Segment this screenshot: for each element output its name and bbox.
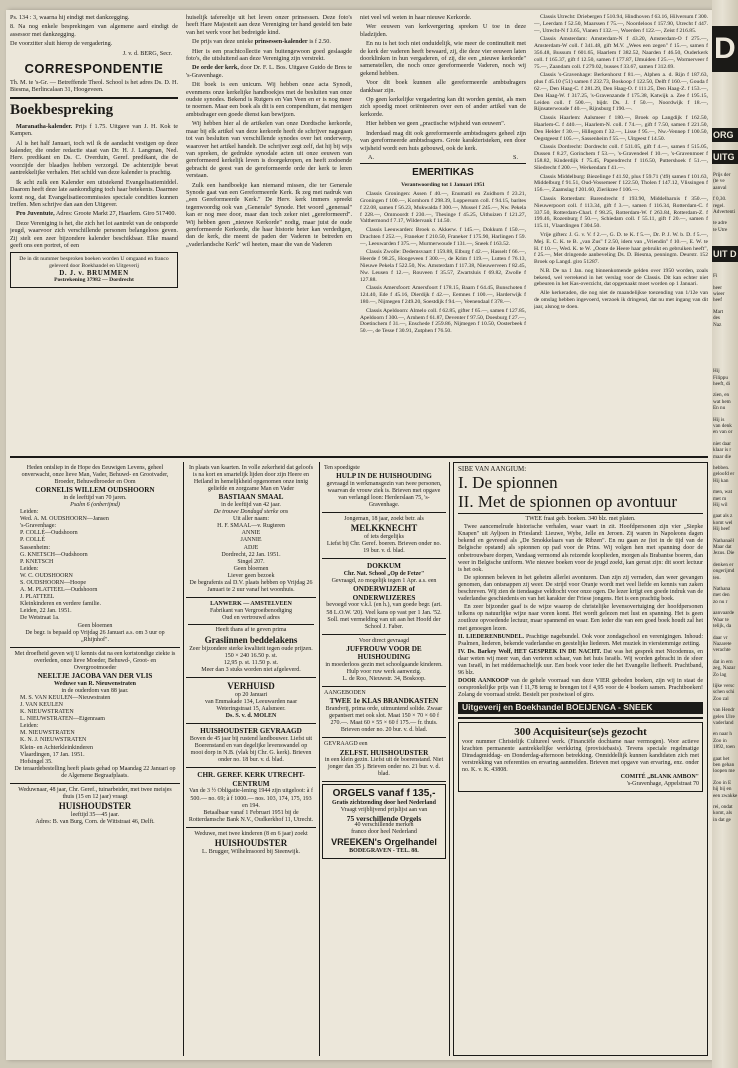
emeritikas-entry: Classis Leeuwarden: Broek o. Akkerw. f 145.—, Dokkum f 150.—, Drachten f 252.—, Franeker f 210.50, Franeker f 175.90, Harlingen f 59.—, Leeuwarden f 375.—, Murmerwoude f 131.—, Sneek f 163.52. [360,227,526,247]
prinsessen-price-pre: De prijs van deze unieke [192,38,254,46]
edge-word-fragment: geloofd er [713,471,735,478]
ad-address: 's-Gravenhage, Appelstraat 70 [626,781,699,788]
ad-heading: HUISHOUDSTER GEVRAAGD [200,727,302,736]
column-rule [183,462,184,1056]
ad-heading: ORGELS vanaf f 135,- [332,788,436,800]
ad-text: in een klein gezin. Liefst uit de boerenstand. Niet jonger dan 35 j. Brieven onder no. 21 bur. v. d. blad. [324,757,444,778]
edge-word-fragment: van denk [713,422,732,429]
deceased-widow-of: Weduwe van R. Nieuwenstraten [54,680,136,687]
graslinnen-ad [186,598,316,678]
edge-word-fragment: lijke versc [713,682,735,689]
juventute-title: Pro Juventute, [16,210,55,218]
book-paragraph: En zeer bijzonder gaaf is de wijze waarop de christelijke levensovertuiging der hoofdpersonen telkens op natuurlijke wijze naar voren komt. Het wordt gelezen met lust en spanning. Het is geen zoutloze opvoedende lectuur, maar spannend en waar. Een ieder die van een goed boek houdt zal het met genoegen lezen. [458,604,703,632]
edge-word-fragment: Zoo in [713,737,727,744]
verhuisd-ad [186,678,316,724]
ad-heading: Graslinnen beddelakens [204,634,298,645]
ad-text: bevoegd voor v.k.l. (en h.), van goede begr. (art. 58 L.O.W. '20). Veel kans op vast per 1 Jan. '52. Soll. met vermelding van uit aan het Hoofd der School J. Faber. [326,602,442,630]
ad-heading: HUISHOUDSTER [214,838,288,849]
section-divider [10,456,708,458]
edge-word-fragment: denken er [713,561,734,568]
top-line-3: De voorzitter sluit hierop de vergadering. [10,40,113,48]
review-paragraph: Hier hebben we geen „practische wijsheid van eeuwen". [366,120,506,128]
family-line: A. M. PLATTEEL—Oudshoorn [20,587,98,594]
edge-word-fragment: Nathanaël [713,537,735,544]
ad-text: 40 verschillende merken [354,821,414,828]
notice-text: Met droefheid geven wij U kennis dat na een kortstondige ziekte is overleden, onze lieve Moeder, Behuwd-, Groot- en Overgrootmoeder [14,650,176,672]
orgels-ad [322,784,446,859]
book-item-lead: DOOR AANKOOP [458,678,509,685]
signature-s: S. [513,153,518,161]
edge-word-fragment: ben gehan [713,762,735,768]
ads-column-c [322,462,446,1056]
family-line: P. COLLÉ [20,537,46,544]
family-line: ANNIE [241,530,261,537]
notice-text: In plaats van kaarten. In volle zekerheid dat geloofs is na kort en smartelijk lijden door zijn Heere en Heiland in hemelijkheid opgenomen onze innig geliefde en zorgzame Man en Vader [188,465,314,493]
onderwijzer-ad [322,559,446,634]
book-paragraph: Dat was het gesprek met Nicodemus, en daar weten wij meer van, dan verteren schaar, van het huis Israëls. Wij worden gebracht in de sfeer van Israël, in het middernachtelijk uur. Een boek voor ieder die het Evangelie liefheeft. Prachtband, 96 blz. [458,648,703,677]
edge-word-fragment: zeg, Nazar [713,665,736,672]
edge-word-fragment: Hij wil [713,502,728,508]
edge-word-fragment: met m [713,495,727,502]
boekbespreking-heading: Boekbespreking [10,101,114,118]
notice-date: Leiden, 22 Jan. 1951. [20,608,72,615]
ad-brand: LANWERK — AMSTELVEEN [210,601,292,608]
ad-heading: HULP IN DE HUISHOUDING [336,472,432,481]
notice-funeral: De teraardebestelling heeft plaats gehad op Maandag 22 Januari op de Algemene Begraafplaats. [14,765,176,779]
column-2 [186,14,352,452]
edge-word-fragment: Hij heef [713,526,730,533]
edge-word-fragment: Maar dat [713,544,732,551]
edge-word-fragment: Hij kan [713,477,729,484]
spionnen-book-ad [453,462,708,1056]
family-line: H. F. SMAAL—v. Rugteren [217,523,285,530]
ad-name: Ds. S. v. d. MOLEN [225,713,277,720]
edge-word-fragment: heef [713,297,722,304]
edge-word-fragment: gaat het [713,755,730,762]
edge-word-fragment: daar vr [713,634,728,641]
edge-word-fragment: men, wat [713,489,733,496]
book-lead: TWEE fraai geb. boeken. 340 blz. met platen. [525,516,636,523]
family-line: S. OUDSHOORN—Hoope [20,580,87,586]
signature-a: A. [368,153,375,161]
emeritikas-subheading: Verantwoording tot 1 Januari 1951 [401,182,485,189]
book-paragraph: van de gehele voorraad van deze VIER geboden boeken, zijn wij in staat de oorspronkelijke prijs van f 11,78 terug te brengen tot f 4,95 voor de 4 boeken samen. Prachtboeken! Zolang de voorraad strekt. Bestelt per postwissel of giro. [458,678,703,699]
ad-text: Boven de 45 jaar bij rustend landbouwer. Liefst uit Boerenstand en van degelijke levenswandel op mooi dorp in N.B. (vlak bij Chr. G. kerk). Brieven onder no. 18 bur. v. d. blad. [189,735,313,764]
edge-text-fragments [713,172,738,1062]
emeritikas-note: Alle kerkeraden, die nog niet de maandelijkse toezending van 1/12e van de omslag hebben ingevoerd, verzoek ik dringend, dat nu met ingang van dit jaar, alsnog te doen. [534,290,708,310]
acquisiteurs-ad [458,722,703,793]
review-paragraph: Hier is een prachtcollectie van buitengewoon goed geslaagde foto's, die uitsluitend aan deze Vereniging zijn verstrekt. [186,47,352,63]
emeritikas-entry: Classis Amsterdam: Amsterdam-N f 43.20, Amsterdam-O f 275.—, Amsterdam-W coll. f 341.48, gift M.V. „Wees een zegen" f 15.—, samen f 356.48, Bussum f 601.65, Haarlem f 382.52, Naarden f 46.50, Ouderkerk coll. f 165.37, gift f 12.50, samen f 177.87, IJmuiden f 25.—, Wormerveer f 75.—, Zaandam coll. f 279.02, busses f 33.67, samen f 312.69. [534,36,708,70]
edge-word-fragment: Filippu [713,374,728,381]
edge-word-fragment: hij bij en [713,786,732,793]
book-description [458,516,703,699]
review-paragraph: Zulk een handboekje kan niemand missen, die ter Generale Synode gaat van een Gereformeerde Kerk. Ik zeg met nadruk van „een Gereformeerde Kerk." De Herv. kerk immers spreekt tegenwoordig ook van „Generale" Synode. Het woord „generaal" kan er nog mee door, maar dan toch zeker niet „gereformeerd". Wij hebben geen „nieuwe Kerkorde" nodig, maar juist de oude gereformeerde Kerkorde, die haar historie heter kan verdedigen, dan de kerk, die meent de paden der Vaderen te betreden en „vaderlandsche Kerk" wil heeten, maar die van de Vaderen [186,181,352,248]
ad-address: BODEGRAVEN - TEL. 88. [349,847,419,854]
ad-text: Vraagt vrijblijvend prijslijst aan van [340,807,428,814]
emeritikas-entry: Classis Haarlem: Aalsmeer f 180.—, Broek op Langdijk f 162.50, Haarlem-C. f 440.—, Haarlem-N. coll. f 74.—, gift f 7.50, samen f 221.50, Den Helder f 30.—, Hillegom f 32.—, Lisse f 95.—, Nw.-Vennep f 100.50, Oegstgeest f 105.—, Sassenheim f 55.—, Uitgeest f 14.50. [534,115,708,142]
edge-word-fragment: Jezus. Die [713,550,735,557]
review-paragraph: Op geen kerkelijke vergadering kan dit worden gemist, als men zich spoedig moet oriënteeren over een of ander artikel van de kerkorde. [360,96,526,118]
column-1 [10,14,178,452]
edge-word-fragment: Fi [713,273,718,280]
edge-word-fragment: verachte [713,647,731,654]
ad-text: Liefst bij Chr. Geref. boeren. Brieven onder no. 19 bur. v. d. blad. [326,541,442,555]
family-list [12,695,178,766]
edge-word-fragment: gaat als z [713,513,733,520]
edge-word-fragment: Prijs der [713,172,731,178]
review-paragraph: En nu is het toch niet onduidelijk, wie meer de continuïteit met de kerk der vaderen heeft bewaard, zij, die deze vier eeuwen laten doorklinken in hun vergaderen, of zij, die een „nieuwe kerkorde" samenstellen, die noch onze gereformeerde Vaderen, noch wij gekend hebben. [360,40,526,77]
bookseller-box [10,252,178,287]
zelfst-huishoudster-ad [322,738,446,782]
top-line-1: Ps. 134 : 3, waarna hij eindigt met dankzegging. [10,14,130,21]
emeritikas-heading: EMERITIKAS [412,167,474,179]
family-line: M. NIEUWSTRATEN [20,730,75,737]
notice-address: Hofsingel 35. [20,758,53,765]
ad-heading: ZELFST. HUISHOUDSTER [339,748,429,757]
publisher-banner: Uitgeverij en Boekhandel BOEIJENGA - SNEEK [458,702,703,713]
family-line: Wed. A. M. OUDSHOORN—Jansen [20,516,109,523]
ad-address: L. de Roo, Nieuwstr. 34, Boskoop. [342,676,426,683]
price-row: 12,95 p. st. 11.50 p. st. [223,659,279,666]
ad-pre: Jongeman, 18 jaar, zoekt betr. als [344,516,424,523]
deceased-name: CORNELIS WILLEM OUDSHOORN [35,486,155,495]
deceased-age: in de ouderdom van 88 jaar. [61,687,129,694]
edge-masthead-letter: D [712,26,738,72]
edge-word-fragment: (te ve [713,178,725,185]
family-line: Leiden: [20,509,39,516]
ad-heading: JUFFROUW VOOR DE HUISHOUDING [346,644,422,662]
deceased-name: BASTIAAN SMAAL [218,493,284,502]
book-item-lead: IV. Ds. Barkey Wolf, HET GESPREK IN DE NACHT. [458,648,602,655]
edge-word-fragment: f 0,30. [713,196,727,203]
ad-place: DOKKUM [367,562,401,571]
book-title-1: I. De spionnen [458,473,558,493]
edge-word-fragment: komt wel [713,519,733,526]
ad-brand: VREEKEN's Orgelhandel [331,836,437,847]
edge-word-fragment: zo nu r [713,598,728,605]
emeritikas-entry: Classis Utrecht: Driebergen f 510.94, Hindhoven f 63.16, Hilversum f 300.—, Leerdam f 52.50, Maarssen f 75.—, Noordeloos f 157.90, Utrecht f 447.—, Utrecht-N f 3.65, Vianen f 132.—, Woerden f 122.—, Zeist f 216.85. [534,14,708,34]
housekeeper-sought-ad [186,828,316,859]
edge-word-fragment: wat hem [713,398,731,405]
housekeeper-wanted-ad [10,784,180,829]
edge-word-fragment: heeft, di [713,380,730,387]
edge-word-fragment: telijk, da [713,623,732,630]
family-line: P. KNETSCH [20,558,54,565]
edge-word-fragment: dat in ern [713,658,733,665]
orde-der-kerk-text: door Dr. F. L. Bos. Uitgave Guido de Bres te 's-Gravenhage. [186,64,352,79]
edge-word-fragment: van Hendr [713,707,735,714]
ad-pre: Voor direct gevraagd [358,637,410,644]
edge-masthead-fragment: ORG [712,128,738,142]
bookseller-address: Postrekening 37982 — Dordrecht [54,276,134,283]
column-4 [534,14,708,452]
ad-subtitle: 75 verschillende Orgels [346,813,422,823]
book-paragraph: De spionnen beleven in het geheim allerlei avonturen. Dan zijn zij verraden, dan weer gevangen genomen, dan ontsnappen zij weer. De strijd voor Oranje wordt met veel liefde en kennis van zaken beschreven. Wij zien de tiendaagse veldtocht voor onze ogen. De lezer krijgt een goede indruk van de vaderlandse geschiedenis en van het karakter der Friese jongens. Het is een prachtig boek. [458,574,703,603]
housekeeper-wanted-ad [186,724,316,768]
emeritikas-entry: Vrije giften: J. G. v. V. f 2.—, G. D. te K. f 5.—, Dr. P. J. W. b. D. f 5.—, Mej. E. C. K. te B. „van Zus" f 2.50, idem van „Vriendin" f 10.—, E. W. te H. f 10.—, Wed. K. te W. „Ooste de Heere haar gebruikt en gebruiken heeft", f 25.—, Met dringende aanbeveling Ds. D. Biesma, penningm. Deurstr. 152 Broek op Langd. giro 51287. [534,231,708,266]
ad-text: Zeer bijzondere sterke kwaliteit tegen oude prijzen. [189,645,313,652]
family-line: L. NIEUWSTRATEN—Eigenraam [20,716,105,723]
family-line: J. VAN KEULEN [20,702,63,708]
orde-der-kerk-title: De orde der kerk, [192,64,239,72]
family-line: K. N. J. NIEUWSTRATEN [20,737,87,744]
ad-address: Adres: B. van Burg, Corn. de Wittstraat 46, Delft. [35,819,155,826]
ad-pre: Ten spoedigste [324,465,360,471]
divider [10,97,178,99]
prinsessen-kalender-title: prinsessen-kalender [254,38,308,46]
notice-text: Heden ontsliep in de Hope des Eeuwigen Levens, geheel onverwacht, onze lieve Man, Vader, Behuwd- en Grootvader, Broeder, Behuwdbroeder en Oom [21,465,169,486]
review-paragraph: huiselijk tafereeltje uit het leven onzer prinsessen. Deze foto's heeft Hare Majesteit aan deze Vereniging ter hand gesteld ten bate van het werk voor het bedreigde kind. [186,14,352,36]
prinsessen-price: is f 2.50. [309,38,331,46]
edge-word-fragment: Waar te [713,616,729,623]
review-paragraph: niet veel wil weten in haar nieuwe Kerkorde. [360,14,472,21]
ad-text: Van de 3 ½ Obligatie-lening 1944 zijn uitgeloot: à f 500.— no. 69; à f 1000.— nos. 103, 174, 175, 193 en 194. [189,788,313,809]
notice-psalm: Psalm 6 (onberijmd) [70,501,120,508]
notice-date: Dordrecht, 22 Jan. 1951. [221,551,281,558]
edge-word-fragment: te adre [713,220,727,227]
edge-word-fragment: rei, ondat [713,804,733,811]
review-paragraph: Deze Vereniging is het, die zich het lot aantrekt van de ontsporde jeugd, waarvoor zich verschillende personen belangeloos geven. Zij stelt een zeer bijzondere kalender beschikbaar. Elke maand geeft ons een portret, of een [10,219,178,249]
ad-heading: HUISHOUDSTER [58,801,132,812]
emeritikas-entry: Classis Dordrecht: Dordrecht coll. f 511.05, gift f 4.—, samen f 515.05, Dussen f 8.27, Gorinchem f 53.—, 's-Gravendeel f 10.—, 's-Gravenmoer f 158.82, Kinderdijk f 75.45, Papendrecht f 116.50, Puttershoek f 51.—, Sliedrecht f 200.—, Werkendam f 41.—. [534,144,708,171]
family-line: M. S. VAN KEULEN—Nieuwstraten [20,694,111,701]
notice-no-visit: Liever geen bezoek [227,572,275,579]
book-title-2: II. Met de spionnen op avontuur [458,492,678,512]
correspondentie-heading: CORRESPONDENTIE [24,61,164,77]
edge-word-fragment: maar die [713,453,732,460]
review-paragraph: Wer eeuwen van kerkvergering spreken U toe in deze bladzijden. [360,23,526,38]
ad-name: COMITÉ „BLANK AMBON" [620,774,699,780]
edge-word-fragment: ongerijmd [713,568,735,575]
divider [458,513,703,514]
ad-heading: CHR. GEREF. KERK UTRECHT-CENTRUM [197,771,305,788]
ad-text: Weduwnaar, 48 jaar, Chr. Geref., tuinarbeider, met twee meisjes thuis (15 en 12 jaar) vraagt [18,787,172,801]
divider [360,163,526,164]
edge-word-fragment: des [713,315,720,322]
column-rule [449,462,450,1056]
ads-column-b [186,462,316,1056]
newspaper-page [6,10,712,1060]
family-line: K. NIEUWSTRATEN [20,709,74,716]
family-line: J. PLATTEEL [20,594,55,601]
emeritikas-entry: Classis 's-Gravenhage: Berkenhorst f 81.—, Alphen a. d. Rijn f 187.63, plus f 45.10 ('51) samen f 232.73, Boskoop f 122.50, Delft f 160.—, Gouda f 62.—, Den Haag-C. f 281.29, Den Haag-O. f 111.25, Den Haag-Z. f 153.—, Den Haag-W. f 317.25, 's-Gravenzande f 175.38, Katwijk a. Zee f 195.15, Leiden coll. f 500.—, bijdr. Ds. J. f 50.—, Noordwijk f 18.—, Rijnsaterwoude f 40.—, Rijnsburg f 190.—. [534,72,708,113]
ad-subtitle: Fabrikant van Vergroeibenodiging [209,608,293,615]
edge-word-fragment: Mart [713,308,724,315]
juffrouw-ad [322,635,446,688]
notice-address: De Wetstraat 1a. [20,615,60,622]
ads-column-a [10,462,180,1056]
edge-word-fragment: Zoo in E [713,779,732,786]
emeritikas-entry: Classis Middelburg: Biezelinge f 41.92, plus f 59.71 ('49) samen f 101.63, Middelburg f 91.51, Oud-Vossemeer f 122.50, Tholen f 147.12, Vlissingen f 156.—, Zaamslag f 201.60, Zierikzee f 106.—. [534,173,708,194]
edge-word-fragment: aanvaarde [713,610,735,617]
ad-note: Meer dan 3 stuks worden niet afgeleverd. [201,666,301,673]
edge-word-fragment: En nu [713,405,726,412]
chr-geref-kerk-ad [186,768,316,828]
edge-word-fragment: aanval [713,184,727,191]
notice-no-flowers: Geen bloemen [77,622,113,629]
ad-text: gevraagd in werkmansgezin van twee personen, waarvan de vrouw ziek is. Brieven met opgave van verlangd loon: Herderslaan 75, 's-Gravenhage. [326,480,442,508]
review-signatures [360,154,526,161]
edge-word-fragment: hebben. [713,464,730,471]
edge-word-fragment: Nazarete [713,640,732,647]
column-3 [360,14,526,452]
bookseller-name: D. J. v. BRUMMEN [59,268,129,277]
ad-school: Chr. Nat. School „Op de Fetze" [343,571,425,578]
edge-word-fragment: Hij is [713,416,725,423]
price-row: 150 × 240 16.50 p. st. [224,652,278,659]
family-line: G. KNETSCH—Oudshoorn [20,551,88,558]
edge-masthead-fragment: UIT D [712,246,738,262]
brandkasten-ad [322,687,446,738]
ad-pre: AANGEBODEN [324,690,366,697]
emeritikas-entry: Classis Rotterdam: Barendrecht f 193.90, Middelharnis f 350.—, Nieuwerpoort coll. f 113.34, gift f 3.—, samen f 116.34, Rotterdam-C. f 337.50, Rotterdam-Charl. f 98.25, Rotterdam-W. f 263.84, Rotterdam-Z. f 199.46, Rozenburg f 50.—, Schiedam coll. f 55.11, gift f 20.—, samen f 115.11, Vlaardingen f 304.50. [534,195,708,230]
ad-text: van Emmakade 134, Leeuwarden naar Weteringstraat 15, Aalsmeer. [204,699,298,713]
ad-text: franco door heel Nederland [351,828,417,835]
edge-word-fragment: in dat ge [713,816,731,823]
divider [188,624,314,625]
notice-quote: De trouwe Dondagd sterke ons [213,509,289,516]
edge-word-fragment: en van or [713,429,733,436]
review-paragraph: Dit boek is een unicum. Wij hebben onze acta Synodi, evenmens onze kerkelijke handboekjes met de besluiten van onze oudste synodes. Bekend is Rutgers en Van Veen en er is nog meer te noemen. Maar een boek als dit is een compendium, dat menigen ambtsdrager een goede dienst kan bewijzen. [186,81,352,118]
ad-heading: 300 Acquisiteur(se)s gezocht [514,725,647,738]
edge-word-fragment: 1892, toen [713,744,735,751]
deceased-name: NEELTJE JACOBA VAN DER VLIS [37,672,153,681]
edge-word-fragment: wieer [713,291,725,298]
notice-funeral: De begrafenis zal D.V. plaats hebben op Vrijdag 26 Januari te 2 uur vanaf het woonhuis. [189,580,313,594]
notice-date: Vlaardingen, 17 Jan. 1951. [20,751,85,758]
ad-text: Betaalbaar vanaf 1 Februari 1951 bij de Rotterdamsche Bank N.V., Oudkerkhof 11, Utrecht. [188,809,314,823]
ad-heading: VERHUISD [227,680,275,691]
correspondentie-text: Th. M. te 's-Gr. — Betreffende Theol. School is het adres Ds. D. H. Biesma, Berlincalaan 31, Hoogeveen. [10,79,178,94]
review-paragraph: Wij hebben hier al de artikelen van onze Dordtsche kerkorde, maar bij elk artikel van deze kerkorde heeft de schrijver nagegaan tot van besluiten van verschillende synodes over het onderwerp, waarover het artikel handelt. De schrijver zegt zelf, dat hij bij wijs van spreken, de gedrukte synodale acten uit onze eeuwen van gereformeerd kerkelijk leven is doorgekropen, en heeft zodoende gebracht de geest van de gereformeerde orde der kerk te leren verstaan. [186,120,352,180]
family-line: Sassenheim: [20,544,50,551]
ad-text: in moederloos gezin met schoolgaande kinderen. Hulp voor ruw werk aanwezig. [325,662,443,676]
edge-word-fragment: komt, als [713,810,733,817]
edge-word-fragment: te Utre [713,226,728,233]
ad-pre: GEVRAAGD een [324,741,368,748]
edge-word-fragment: schen schi [713,689,735,696]
edge-word-fragment: loopen me [713,768,735,775]
juventute-text: Adres: Groote Markt 27, Haarlem. Giro 517400. [55,210,177,218]
review-paragraph: Voor dit boek kunnen alle gereformeerde ambtsdragers dankbaar zijn. [360,79,526,94]
ad-heading: TWEE 1e KLAS BRANDKASTEN [329,697,439,706]
notice-no-flowers: Geen bloemen [233,565,269,572]
ad-text: Heeft thans af te geven prima [215,627,287,634]
edge-word-fragment: Nathana [713,586,731,593]
family-line: P. COLLÉ—Oudshoorn [20,530,78,537]
hulp-huishouding-ad [322,462,446,513]
divider [458,717,703,719]
ad-heading: MELKKNECHT [350,523,418,534]
family-line: Kleinkinderen en verdere familie. [20,601,101,608]
ad-subtitle: of iets dergelijks [364,534,404,541]
edge-word-fragment: ten. [713,574,721,581]
family-line: ADJE [243,544,259,551]
emeritikas-entry: Classis Zwolle: Dedemsvaart f 159.88, Elburg f 42.—, Hasselt f 66.—, Heerde f 98.25, Hoogeveen f 300.—, de Krim f 119.—, Lutten f 76.13, Nieuwe Pekela f 522.50, Nw. Amsterdam f 117.38, Nieuwerveen f 82.45, Nw. Leusen f 12.—, Rouveen f 35.57, Zwartsluis f 69.82, Zwolle f 127.88. [360,249,526,283]
emeritikas-entry: Classis Groningen: Assen f 40.—, Enumatil en Zuidhorn f 23.21, Groningen f 100.—, Kornhorn f 298.39, Loppersum coll. f 94.15, barites f 22.08, samen f 56.23, Mukwalda f 300.—, Mussel f 245.—, Nw. Pekela f 228.—, Ommoordt f 230.—, Thesinge f 45.25, Uithuizen f 121.27, Valthermond f 7.17, Wildervank f 14.50. [360,191,526,225]
edge-word-fragment: en naar h [713,731,733,738]
ad-address: L. Brugger, Wilhelmsoord bij Steenwijk. [202,849,300,856]
top-line-2: 8. Na nog enkele besprekingen van algemene aard eindigt de assessor met dankzegging. [10,23,178,38]
edge-word-fragment: vaderland [713,719,734,726]
column-rule [319,462,320,1056]
book-item-lead: II. LIEDERENBUNDEL. [458,633,524,640]
ad-text: Weduwe, met twee kinderen (8 en 6 jaar) zoekt [194,830,308,837]
book-paragraph: Prachtige nagebundel. Ook voor zondagschool en verenigingen. Inhoud: Psalmen, liederen, bekende vaderlandse en geestelijke liederen. Met muziek in vierstemmige zetting. [458,633,703,647]
edge-masthead-fragment: UITG [712,150,738,164]
secretary-signature: J. v. d. BERG, Secr. [122,49,172,57]
notice-funeral: De begr. is bepaald op Vrijdag 26 Januari a.s. om 3 uur op „Rhijnhof". [25,629,165,643]
emeritikas-entry: Classis Amersfoort: Amersfoort f 178.15, Baarn f 64.45, Bunschoten f 124.40, Ede f 45.16, Dierdijk f 42.—, Eemnes f 100.—, Harderwijk f 180.—, Nijmegen f 249.20, Soestdijk f 94.—, Veenendaal f 378.—. [360,285,526,306]
melkknecht-ad [322,513,446,559]
edge-word-fragment: Hij [713,368,720,375]
family-line: Leiden: [20,565,39,572]
family-line: W. C. OUDSHOORN [20,572,73,579]
review-paragraph: Ik acht zulk een Kalender een uitstekend Evangelisatiemiddel. Daarom heeft deze late aankondiging toch haar betekenis. Daarmee komt nog, dat Evangelisatiecommissies speciale condities kunnen treffen. Men schrijve dan aan den Uitgever. [10,178,178,208]
edge-word-fragment: Naz [713,321,722,328]
ad-text: voor nummer Christelijk Cultureel werk. (Financiële dochtame naar vermogen). Voor actieve krachten permanente aantrekkelijke werkkring (provisiebasis). Tevens speciale regelmatige Dinsdagmiddag- en Donderdag-afternoon betrekking. Onmiddellijk kunnen kandidaten zich met verstrekking van referenties en ervaring aanmelden. Brieven met opgave van ervaring, enz. onder no. K. v. K. 43808. [462,738,699,773]
edge-word-fragment: met den [713,592,730,599]
death-notice-smaal [186,462,316,598]
notice-address: Singel 207. [237,558,265,565]
adjacent-page-edge [712,0,738,1068]
ad-text: Brandvrij, prima orde, uitmuntend solide. Zwaar gepantsert met ook slot. Maat 150 × 70 × 60 f 270.—. Maat 60 × 55 × 60 f 175.— fr. thuis. Brieven onder no. 20 bur. v. d. blad. [325,706,443,734]
emeritikas-entry: Classis Apeldoorn: Almelo coll. f 62.85, gifter f 65.—, samen f 127.85, Apeldoorn f 300.—, Arnhem f 61.87, Deventer f 97.50, Doesburg f 27.—, Doetinchem f 31.—, Enschede f 259.86, Nijmegen f 10.50, Oosterbeek f 50.—, de Tesse f 30.91, Zutphen f 76.50. [360,307,526,335]
death-notice-oudshoorn [10,462,180,648]
ad-subtitle: Gratis zichtzending door heel Nederland [332,800,436,807]
edge-word-fragment: gelen Ulre [713,713,735,720]
deceased-age: in de leeftijd van 42 jaar. [221,501,281,508]
author-label: SIBE VAN AANGIUM: [458,465,527,473]
family-line: Uit aller naam: [233,516,269,523]
edge-word-fragment: regel. [713,202,725,209]
ad-date: op 20 Januari [234,691,268,698]
ad-age: leeftijd 35—45 jaar. [70,812,120,819]
emeritikas-note: N.B. De na 1 Jan. nog binnenkomende gelden over 1950 worden, zoals bekend, wel verrekend in het verslag voor de Classis. Dit kan echter niet gebeuren in het Kas-overzicht, dat opgemaakt moet worden op 1 Januari. [534,267,708,288]
family-line: 's-Gravenhage: [20,523,57,530]
deceased-age: in de leeftijd van 70 jaren. [63,494,127,501]
book-paragraph: Twee aancemelrude historische verhalen, waar vaart in zit. Hoofdpersonen zijn vier „Siepke Knapen" uit Ayljoen in Friesland: Lieuwe, Wybe, Jelle en Jeroen. Zij waren in Napoleons dagen bekend en gevreesd als „De Smokkelaars van de Ribzen". En nu gaan ze (tot in de tijd van de Belgische opstand) als spionnen op pad voor de Prins. Wij volgen hen met spanning door de onbetrouwbare dorpen, Vandaag vermomd als reizende kooplieden, morgen als Brabantse boeren, dan weer in Belgische uniform. Wie nieuwe boeken voor de jeugd zoekt, kan gerust zijn: dit soort lectuur is het ook. [458,524,703,573]
edge-word-fragment: Advertenti [713,209,736,216]
edge-word-fragment: heer [713,284,722,291]
maranatha-text: Prijs f 1.75. Uitgave van J. H. Kok te Kampen. [10,122,178,138]
review-paragraph: Inderdaad mag dit ook gereformeerde ambtsdragers geheel zijn van gereformeerde ambtsdragers. Grote karakteristeken, een door wijsheid wordt een huis gebouwd, ook de kerk. [360,129,526,152]
ad-text: Gevraagd, zo mogelijk tegen 1 Apr. a.s. een [331,578,437,585]
family-list [12,509,178,623]
edge-word-fragment: klaar is r [713,447,732,454]
edge-word-fragment: zien, en [713,392,730,399]
ad-heading: ONDERWIJZER of ONDERWIJZERES [352,585,416,602]
edge-word-fragment: een zwakke [713,792,738,799]
edge-word-fragment: Zo lag [713,671,727,678]
ad-subtitle: Oud en vertrouwd adres [222,615,280,622]
maranatha-title: Maranatha-kalender. [16,122,73,130]
family-line: Klein- en Achterkleinkinderen [20,744,93,751]
family-line: Leiden: [20,723,39,730]
edge-word-fragment: niet daar [713,440,732,447]
death-notice-van-der-vlis [10,648,180,784]
family-line: JANNIE [240,537,262,544]
edge-word-fragment: Zoo zal [713,695,729,702]
review-paragraph: Al is het half Januari, toch wil ik de aandacht vestigen op deze kalender, die onder redactie staat van Dr. H. J. Langman, Ned. Herv. predikant en Ds. C. Overduin, Geref. predikant, die de voorzijde der blaadjes hebben verzorgd. De achterzijde bevat aantrekkelijke verhalen. Het schild van deze kalender is prachtig. [10,139,178,177]
bookseller-text: De in dit nummer besproken boeken worden U omgaand en franco geleverd door Boekhandel en Uitgeverij [19,256,169,270]
